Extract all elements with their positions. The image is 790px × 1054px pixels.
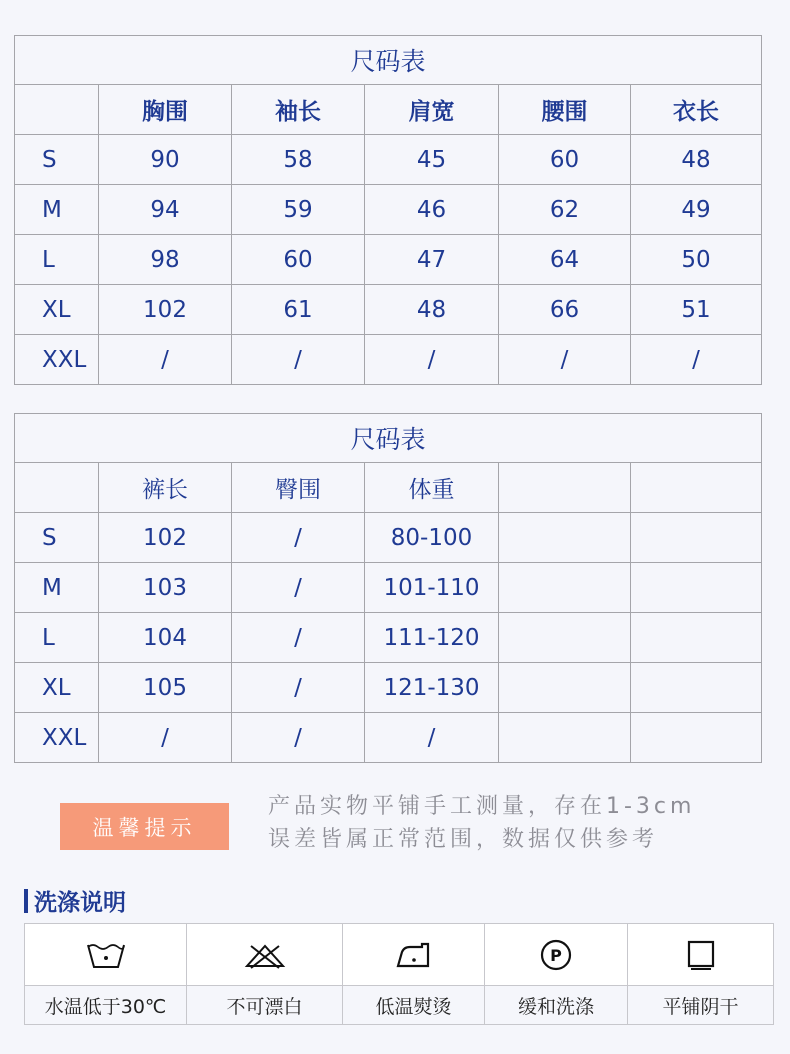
value-cell: / [232, 563, 365, 613]
value-cell: 64 [499, 235, 631, 285]
value-cell: / [232, 513, 365, 563]
table-row [15, 135, 762, 185]
wash-tub-30-icon [25, 924, 187, 986]
washing-section-title [24, 884, 126, 917]
table-header-row [15, 85, 762, 135]
title-accent-bar [24, 889, 28, 913]
wash-label: 低温熨烫 [343, 986, 485, 1025]
header-cell: 肩宽 [365, 85, 499, 135]
value-cell: 105 [99, 663, 232, 713]
no-bleach-icon [187, 924, 343, 986]
value-cell: 60 [232, 235, 365, 285]
value-cell [499, 563, 631, 613]
value-cell: 60 [499, 135, 631, 185]
header-cell: 臀围 [232, 463, 365, 513]
size-cell: M [15, 563, 99, 613]
value-cell: / [232, 663, 365, 713]
wash-label: 水温低于30℃ [25, 986, 187, 1025]
value-cell: 59 [232, 185, 365, 235]
value-cell: 48 [365, 285, 499, 335]
value-cell: / [99, 713, 232, 763]
header-cell [15, 85, 99, 135]
table-row [15, 713, 762, 763]
tip-text [268, 790, 695, 856]
table-title: 尺码表 [15, 414, 762, 463]
value-cell: 62 [499, 185, 631, 235]
wash-label: 不可漂白 [187, 986, 343, 1025]
value-cell [631, 613, 762, 663]
header-cell [499, 463, 631, 513]
value-cell [499, 613, 631, 663]
header-cell: 胸围 [99, 85, 232, 135]
value-cell: 94 [99, 185, 232, 235]
value-cell: 50 [631, 235, 762, 285]
header-cell: 袖长 [232, 85, 365, 135]
value-cell: 103 [99, 563, 232, 613]
header-cell [15, 463, 99, 513]
value-cell [499, 663, 631, 713]
value-cell: 102 [99, 513, 232, 563]
wash-label: 缓和洗涤 [485, 986, 628, 1025]
table-row [15, 563, 762, 613]
table-header-row [15, 463, 762, 513]
table-row [15, 235, 762, 285]
value-cell: 98 [99, 235, 232, 285]
value-cell: 46 [365, 185, 499, 235]
value-cell: 111-120 [365, 613, 499, 663]
size-cell: L [15, 235, 99, 285]
value-cell: 51 [631, 285, 762, 335]
value-cell: 101-110 [365, 563, 499, 613]
size-table-top [14, 35, 762, 385]
tip-line: 误差皆属正常范围，数据仅供参考 [268, 827, 659, 852]
header-cell: 腰围 [499, 85, 631, 135]
table-row [15, 185, 762, 235]
dry-clean-p-icon [485, 924, 628, 986]
size-cell: L [15, 613, 99, 663]
value-cell: / [365, 713, 499, 763]
dry-flat-icon [628, 924, 774, 986]
header-cell: 衣长 [631, 85, 762, 135]
value-cell: 80-100 [365, 513, 499, 563]
size-cell: S [15, 513, 99, 563]
table-row [15, 335, 762, 385]
washing-title-text: 洗涤说明 [34, 890, 126, 916]
value-cell: / [232, 713, 365, 763]
value-cell: 58 [232, 135, 365, 185]
table-row [15, 663, 762, 713]
table-row [15, 285, 762, 335]
value-cell: 49 [631, 185, 762, 235]
value-cell: 61 [232, 285, 365, 335]
value-cell: / [99, 335, 232, 385]
value-cell: 66 [499, 285, 631, 335]
table-row [15, 613, 762, 663]
header-cell: 裤长 [99, 463, 232, 513]
value-cell: / [232, 613, 365, 663]
size-table-bottom [14, 413, 762, 763]
size-cell: XXL [15, 713, 99, 763]
size-cell: M [15, 185, 99, 235]
svg-text:P: P [550, 945, 562, 965]
tip-line: 产品实物平铺手工测量，存在1-3cm [268, 794, 696, 819]
value-cell: / [365, 335, 499, 385]
header-cell [631, 463, 762, 513]
value-cell [631, 563, 762, 613]
value-cell: / [232, 335, 365, 385]
value-cell [631, 513, 762, 563]
value-cell [631, 663, 762, 713]
header-cell: 体重 [365, 463, 499, 513]
value-cell: 45 [365, 135, 499, 185]
value-cell: / [631, 335, 762, 385]
tip-badge: 温馨提示 [60, 803, 229, 850]
value-cell: 104 [99, 613, 232, 663]
value-cell: 121-130 [365, 663, 499, 713]
table-row [15, 513, 762, 563]
value-cell: 90 [99, 135, 232, 185]
washing-instructions [24, 923, 774, 1025]
size-cell: XXL [15, 335, 99, 385]
iron-low-icon [343, 924, 485, 986]
wash-label: 平铺阴干 [628, 986, 774, 1025]
value-cell: 48 [631, 135, 762, 185]
value-cell: / [499, 335, 631, 385]
size-cell: XL [15, 663, 99, 713]
table-title: 尺码表 [15, 36, 762, 85]
value-cell: 102 [99, 285, 232, 335]
value-cell [499, 713, 631, 763]
size-cell: XL [15, 285, 99, 335]
value-cell [499, 513, 631, 563]
value-cell: 47 [365, 235, 499, 285]
value-cell [631, 713, 762, 763]
size-cell: S [15, 135, 99, 185]
